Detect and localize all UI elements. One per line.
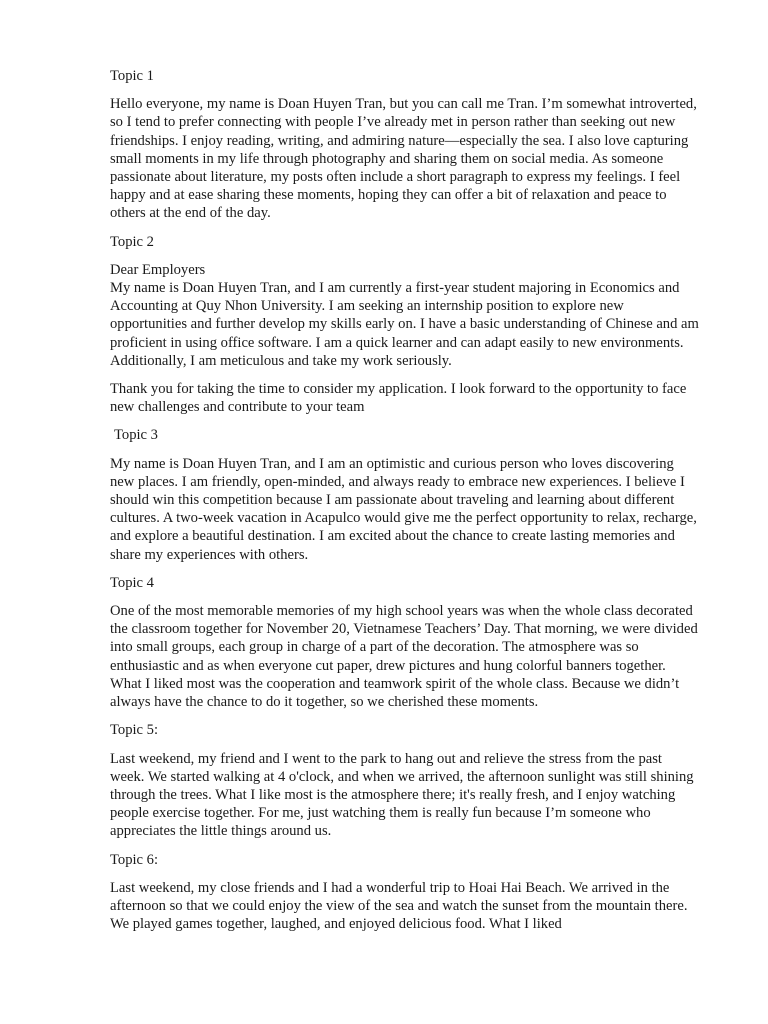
topic-1-paragraph: Hello everyone, my name is Doan Huyen Tran, but you can call me Tran. I’m somewhat introverted, so I tend to prefer connecting with people I’ve already met in person rather than seeking out new friendships. I enjoy reading, writing, and admiring nature—especially the sea. I also love capturing small moments in my life through photography and sharing them on social media. As someone passionate about literature, my posts often include a short paragraph to express my feelings. I feel happy and at ease sharing these moments, hoping they can offer a bit of relaxation and peace to others at the end of the day. bbox=[110, 96, 697, 222]
topic-2-salutation: Dear Employers bbox=[110, 261, 206, 278]
topic-5-section bbox=[110, 721, 700, 840]
topic-3-heading: Topic 3 bbox=[114, 427, 158, 444]
document-page bbox=[110, 67, 700, 943]
topic-3-paragraph: My name is Doan Huyen Tran, and I am an optimistic and curious person who loves discovering new places. I am friendly, open-minded, and always ready to embrace new experiences. I believe I should win this competition because I am passionate about traveling and learning about different cultures. A two-week vacation in Acapulco would give me the perfect opportunity to relax, recharge, and explore a beautiful destination. I am excited about the chance to create lasting memories and share my experiences with others. bbox=[110, 455, 697, 563]
topic-6-section bbox=[110, 851, 700, 934]
topic-5-paragraph: Last weekend, my friend and I went to the park to hang out and relieve the stress from the past week. We started walking at 4 o'clock, and when we arrived, the afternoon sunlight was still shining through the trees. What I like most is the atmosphere there; it's really fresh, and I enjoy watching people exercise together. For me, just watching them is really fun because I’m someone who appreciates the little things around us. bbox=[110, 750, 694, 840]
topic-1-section bbox=[110, 67, 700, 223]
topic-1-heading: Topic 1 bbox=[110, 68, 154, 84]
topic-6-paragraph: Last weekend, my close friends and I had a wonderful trip to Hoai Hai Beach. We arrived in the afternoon so that we could enjoy the view of the sea and watch the sunset from the mountain there. We played games together, laughed, and enjoyed delicious food. What I liked bbox=[110, 879, 688, 933]
topic-4-heading: Topic 4 bbox=[110, 574, 154, 591]
topic-2-section bbox=[110, 233, 700, 417]
topic-5-heading: Topic 5: bbox=[110, 722, 159, 739]
topic-2-heading: Topic 2 bbox=[110, 233, 154, 250]
topic-3-section bbox=[110, 426, 700, 563]
topic-4-paragraph: One of the most memorable memories of my high school years was when the whole class decorated the classroom together for November 20, Vietnamese Teachers’ Day. That morning, we were divided into small groups, each group in charge of a part of the decoration. The atmosphere was so enthusiastic and as when everyone cut paper, drew pictures and hung colorful banners together. What I liked most was the cooperation and teamwork spirit of the whole class. Because we didn’t always have the chance to do it together, so we cherished these moments. bbox=[110, 603, 698, 711]
topic-4-section bbox=[110, 574, 700, 711]
topic-2-paragraph-2: Thank you for taking the time to consider my application. I look forward to the opportunity to face new challenges and contribute to your team bbox=[110, 381, 687, 416]
topic-2-paragraph-1: My name is Doan Huyen Tran, and I am currently a first-year student majoring in Economics and Accounting at Quy Nhon University. I am seeking an internship position to explore new opportunities and further develop my skills early on. I have a basic understanding of Chinese and am proficient in using office software. I am a quick learner and can adapt easily to new environments. Additionally, I am meticulous and take my work seriously. bbox=[110, 280, 699, 369]
topic-6-heading: Topic 6: bbox=[110, 851, 159, 868]
